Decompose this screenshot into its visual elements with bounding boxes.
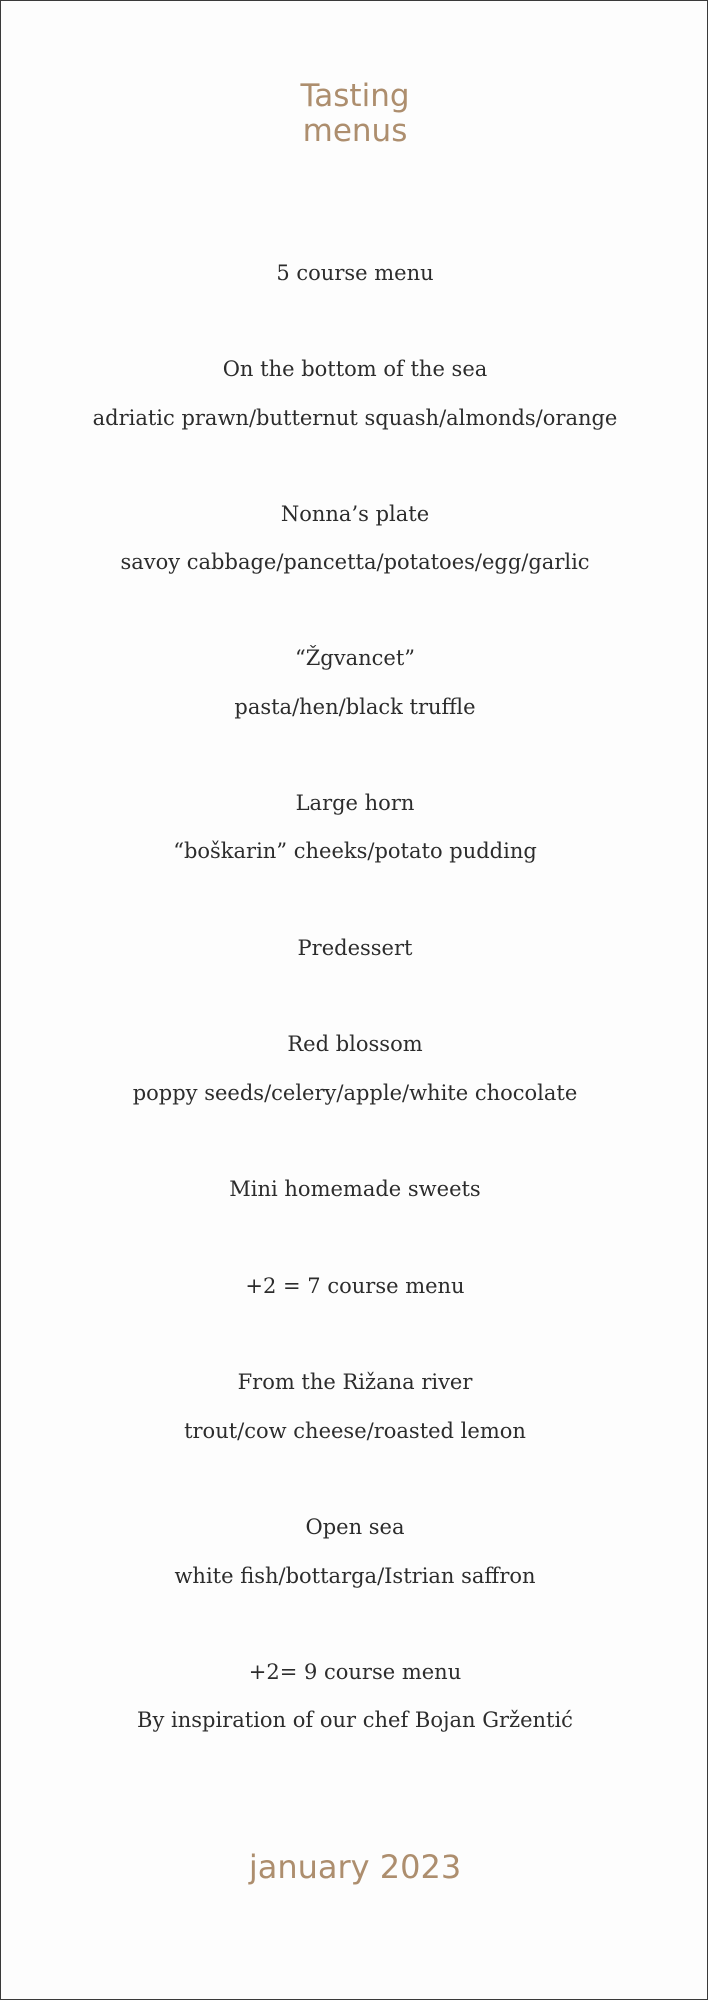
dish-name-mini-sweets: Mini homemade sweets (229, 1177, 481, 1201)
title-line-1: Tasting (300, 78, 410, 114)
dish-name-bottom-of-sea: On the bottom of the sea (222, 357, 488, 381)
five-course-heading: 5 course menu (276, 261, 434, 285)
dish-ingredients-large-horn: “boškarin” cheeks/potato pudding (173, 839, 537, 863)
dish-name-open-sea: Open sea (305, 1515, 405, 1539)
page-title (1, 79, 708, 149)
dish-name-zgvancet: “Žgvancet” (294, 646, 416, 670)
title-line-2: menus (302, 113, 408, 149)
dish-name-predessert: Predessert (297, 936, 413, 960)
dish-name-large-horn: Large horn (295, 791, 415, 815)
dish-name-rizana-river: From the Rižana river (237, 1370, 473, 1394)
dish-ingredients-zgvancet: pasta/hen/black truffle (234, 695, 476, 719)
dish-ingredients-rizana-river: trout/cow cheese/roasted lemon (184, 1419, 526, 1443)
dish-ingredients-open-sea: white fish/bottarga/Istrian saffron (174, 1564, 536, 1588)
nine-course-note: By inspiration of our chef Bojan Gržentić (137, 1708, 573, 1732)
nine-course-heading: +2= 9 course menu (248, 1660, 462, 1684)
dish-ingredients-red-blossom: poppy seeds/celery/apple/white chocolate (132, 1081, 578, 1105)
dish-name-red-blossom: Red blossom (287, 1032, 423, 1056)
dish-ingredients-nonnas-plate: savoy cabbage/pancetta/potatoes/egg/garlic (120, 550, 590, 574)
dish-ingredients-bottom-of-sea: adriatic prawn/butternut squash/almonds/orange (92, 406, 618, 430)
dish-name-nonnas-plate: Nonna’s plate (280, 502, 430, 526)
menu-date: january 2023 (248, 1848, 462, 1886)
seven-course-heading: +2 = 7 course menu (245, 1274, 465, 1298)
